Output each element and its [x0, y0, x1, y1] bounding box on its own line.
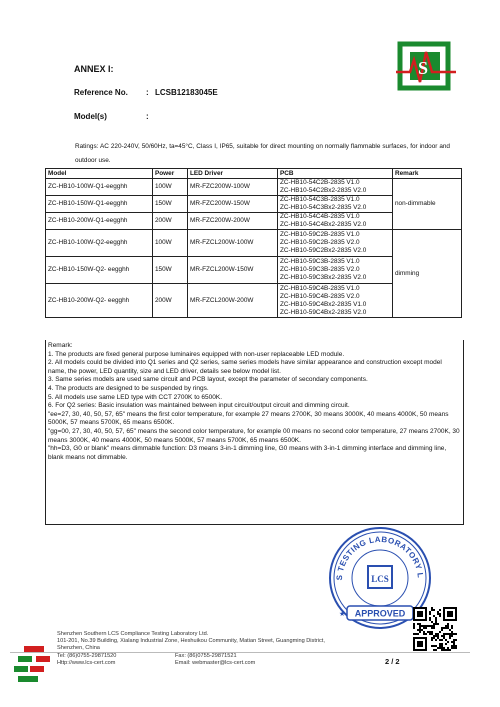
stamp-top-text: S TESTING LABORATORY L [334, 534, 425, 581]
stamp-center-text: LCS [371, 574, 389, 584]
pcb-line: ZC-HB10-54C4B-2835 V1.0 [280, 213, 360, 220]
remark-item: 6. For Q2 series: Basic insulation was maintained between input circuit/output circuit and dimming circuit. [48, 402, 350, 410]
header-remark: Remark [393, 169, 462, 179]
remarks-box [45, 340, 464, 525]
lcs-logo [396, 38, 456, 98]
cell-model: ZC-HB10-200W-Q1-eegghh [46, 213, 153, 230]
reference-value: LCSB12183045E [155, 88, 218, 97]
remarks-title: Remark: [48, 342, 73, 349]
cell-driver: MR-FZCL200W-200W [188, 284, 278, 318]
cell-pcb [278, 213, 393, 230]
stamp-bottom-text: APPROVED [354, 608, 406, 619]
cell-model: ZC-HB10-200W-Q2- eegghh [46, 284, 153, 318]
remark-item: "ee=27, 30, 40, 50, 57, 65" means the first color temperature, for example 27 means 2700K, 30 means 3000K, 40 means 4000K, 50 means 5000K, 57 means 5700K, 65 means 6500K. [48, 410, 449, 427]
cell-pcb [278, 284, 393, 318]
pcb-line: ZC-HB10-54C3Bx2-2835 V2.0 [280, 204, 367, 211]
pcb-line: ZC-HB10-59C3B-2835 V2.0 [280, 266, 360, 273]
pcb-line: ZC-HB10-59C2Bx2-2835 V2.0 [280, 247, 367, 254]
cell-power: 100W [153, 230, 188, 257]
pcb-line: ZC-HB10-59C3B-2835 V1.0 [280, 258, 360, 265]
svg-text:LCS TESTING LABORATORY LTD. [325, 522, 425, 581]
cell-pcb [278, 179, 393, 196]
pcb-line: ZC-HB10-54C4Bx2-2835 V2.0 [280, 221, 367, 228]
pcb-line: ZC-HB10-54C3B-2835 V1.0 [280, 196, 360, 203]
header-model: Model [46, 169, 153, 179]
footer-tel: Tel: (86)0755-29871520 [57, 652, 117, 659]
models-label: Model(s) [74, 112, 107, 121]
cell-model: ZC-HB10-100W-Q2-eegghh [46, 230, 153, 257]
cell-power: 200W [153, 284, 188, 318]
cell-remark-q1: non-dimmable [393, 179, 462, 230]
pcb-line: ZC-HB10-59C4B-2835 V2.0 [280, 292, 360, 300]
footer-address1: 101-201, No.39 Building, Xialang Industrial Zone, Heshuikou Community, Matian Street, Guangming District, [57, 638, 325, 645]
reference-label: Reference No. [74, 88, 128, 97]
pcb-line: ZC-HB10-59C4Bx2-2835 V1.0 [280, 300, 367, 308]
star-icon: ★ [339, 611, 346, 618]
model-table [45, 168, 462, 318]
reference-colon: : [146, 88, 149, 97]
table-header-row [46, 169, 462, 179]
header-pcb: PCB [278, 169, 393, 179]
header-power: Power [153, 169, 188, 179]
footer-company: Shenzhen Southern LCS Compliance Testing Laboratory Ltd. [57, 631, 209, 637]
table-row [46, 230, 462, 257]
qr-code [413, 607, 457, 651]
remark-item: 5. All models use same LED type with CCT 2700K to 6500K. [48, 393, 223, 401]
pcb-line: ZC-HB10-59C4B-2835 V1.0 [280, 284, 360, 292]
pcb-line: ZC-HB10-59C3Bx2-2835 V2.0 [280, 274, 367, 281]
footer-logo-icon [14, 640, 54, 690]
footer-fax: Fax: (86)0755-29871521 [175, 652, 237, 659]
cell-power: 150W [153, 196, 188, 213]
pcb-line: ZC-HB10-59C2B-2835 V1.0 [280, 231, 360, 238]
pcb-line: ZC-HB10-54C2Bx2-2835 V2.0 [280, 187, 367, 194]
cell-power: 150W [153, 257, 188, 284]
cell-driver: MR-FZC200W-150W [188, 196, 278, 213]
cell-driver: MR-FZCL200W-150W [188, 257, 278, 284]
cell-driver: MR-FZCL200W-100W [188, 230, 278, 257]
remark-item: 2. All models could be divided into Q1 series and Q2 series, same series models have similar appearance and construction except model name, the power, LED quantity, size and LED driver, details see below model list. [48, 359, 442, 375]
cell-remark-q2: dimming [393, 230, 462, 318]
remark-item: 1. The products are fixed general purpose luminaires equipped with non-user replaceable LED module. [48, 350, 345, 358]
cell-power: 100W [153, 179, 188, 196]
cell-pcb [278, 196, 393, 213]
models-colon: : [146, 112, 149, 121]
cell-driver: MR-FZC200W-100W [188, 179, 278, 196]
cell-pcb [278, 257, 393, 284]
cell-driver: MR-FZC200W-200W [188, 213, 278, 230]
remark-item: "gg=00, 27, 30, 40, 50, 57, 65" means the second color temperature, for example 00 means no second color temperature, 27 means 2700K, 30 means 3000K, 40 means 4000K, 50 means 5000K, 57 means 5700K, 65 means 6500K. [48, 427, 460, 444]
pcb-line: ZC-HB10-54C2B-2835 V1.0 [280, 179, 360, 186]
cell-model: ZC-HB10-150W-Q1-eegghh [46, 196, 153, 213]
cell-power: 200W [153, 213, 188, 230]
pcb-line: ZC-HB10-59C4Bx2-2835 V2.0 [280, 308, 367, 316]
page-number: 2 / 2 [385, 657, 400, 666]
footer-info [57, 631, 325, 667]
ratings-text: Ratings: AC 220-240V, 50/60Hz, ta=45°C, Class I, IP65, suitable for direct mounting on normally flammable surfaces, for indoor and outdoor use. [75, 143, 450, 164]
cell-pcb [278, 230, 393, 257]
footer-email: Email: webmaster@lcs-cert.com [175, 659, 256, 666]
remark-item: "hh=D3, G0 or blank" means dimmable function: D3 means 3-in-1 dimming line, G0 means with 3-in-1 dimming interface and dimming line, blank means not dimmable. [48, 445, 447, 461]
annex-title: ANNEX I: [74, 64, 114, 74]
footer-address2: Shenzhen, China [57, 645, 100, 652]
svg-text:S: S [418, 58, 429, 78]
cell-model: ZC-HB10-150W-Q2- eegghh [46, 257, 153, 284]
footer-web: Http://www.lcs-cert.com [57, 659, 116, 666]
remark-item: 4. The products are designed to be suspended by rings. [48, 384, 209, 392]
pcb-line: ZC-HB10-59C2B-2835 V2.0 [280, 239, 360, 246]
remark-item: 3. Same series models are used same circuit and PCB layout, except the parameter of secondary components. [48, 376, 368, 384]
header-driver: LED Driver [188, 169, 278, 179]
table-row [46, 179, 462, 196]
cell-model: ZC-HB10-100W-Q1-eegghh [46, 179, 153, 196]
